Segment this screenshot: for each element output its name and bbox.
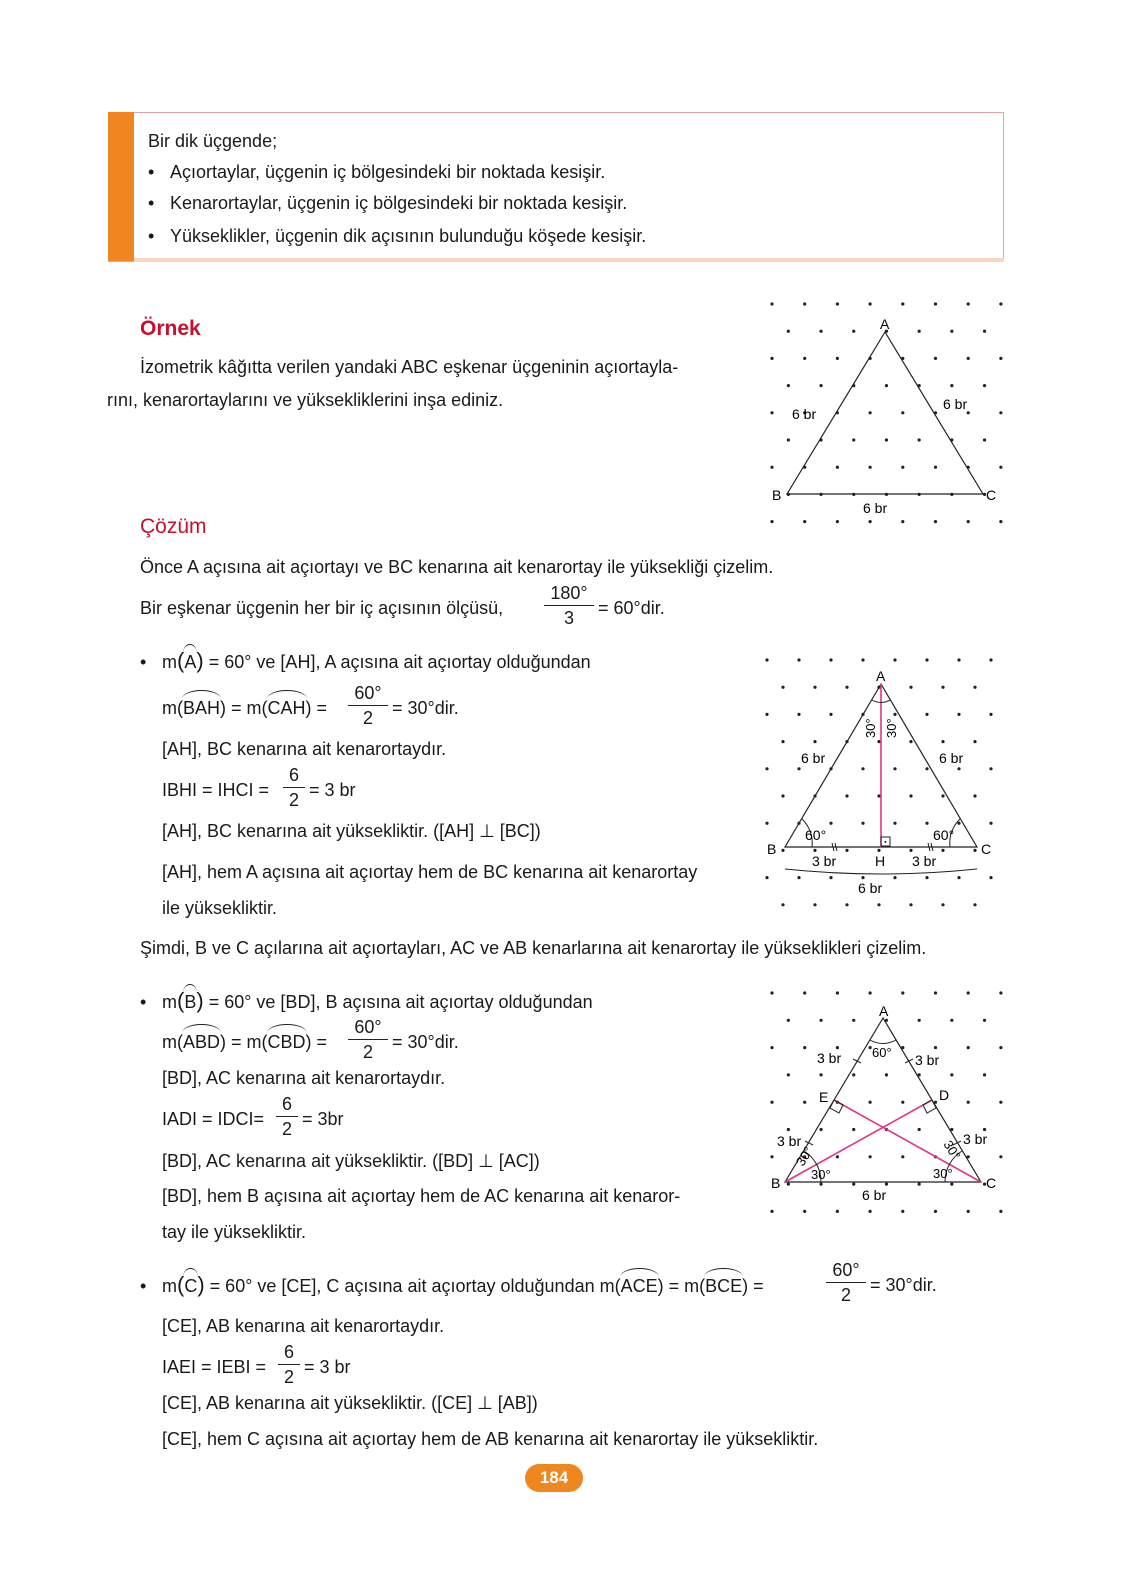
transition-line: Şimdi, B ve C açılarına ait açıortayları, AC ve AB kenarlarına ait kenarortay ile yükseklikleri çizelim. [140, 938, 927, 958]
grid-dot [770, 302, 773, 305]
grid-dot [797, 767, 800, 770]
part-c-line-3: IAEI = IEBI = [162, 1357, 267, 1377]
grid-dot [869, 1155, 872, 1158]
grid-dot [819, 330, 822, 333]
fraction-180-3: 180° 3 [544, 583, 594, 628]
grid-dot [781, 686, 784, 689]
grid-dot [845, 849, 848, 852]
label-d: D [939, 1087, 950, 1103]
grid-dot [787, 1183, 790, 1186]
grid-dot [765, 876, 768, 879]
part-c-line-4: [CE], AB kenarına ait yüksekliktir. ([CE] ⊥ [AB]) [162, 1393, 538, 1413]
grid-dot [781, 849, 784, 852]
label-right-side: 6 br [943, 396, 968, 412]
grid-dot [967, 302, 970, 305]
grid-dot [934, 466, 937, 469]
part-b-line-1: • m( B) = 60° ve [BD], B açısına ait açıortay olduğundan [140, 990, 593, 1013]
grid-dot [989, 767, 992, 770]
isometric-dots [765, 658, 992, 906]
grid-dot [918, 1183, 921, 1186]
info-bullet-3: • Yükseklikler, üçgenin dik açısının bulunduğu köşede kesişir. [148, 226, 647, 246]
label-a: A [880, 316, 890, 332]
grid-dot [877, 740, 880, 743]
grid-dot [787, 1128, 790, 1131]
grid-dot [836, 1046, 839, 1049]
grid-dot [813, 849, 816, 852]
grid-dot [819, 1128, 822, 1131]
grid-dot [999, 357, 1002, 360]
grid-dot [941, 849, 944, 852]
part-c-line-2: [CE], AB kenarına ait kenarortaydır. [162, 1316, 445, 1336]
grid-dot [781, 740, 784, 743]
grid-dot [797, 658, 800, 661]
part-c-line-1: • m( C) = 60° ve [CE], C açısına ait açıortay olduğundan m( ACE) = m( BCE) = [140, 1274, 764, 1297]
grid-dot [829, 713, 832, 716]
right-angle-mark-e [830, 1100, 843, 1113]
grid-dot [852, 1128, 855, 1131]
grid-dot [967, 991, 970, 994]
grid-dot [983, 330, 986, 333]
grid-dot [770, 1046, 773, 1049]
grid-dot [797, 713, 800, 716]
part-a-line-7: ile yüksekliktir. [162, 898, 278, 918]
grid-dot [901, 520, 904, 523]
segment-bd [785, 1100, 932, 1182]
grid-dot [957, 876, 960, 879]
grid-dot [941, 740, 944, 743]
grid-dot [885, 438, 888, 441]
info-bullet-1: • Açıortaylar, üçgenin iç bölgesindeki bir noktada kesişir. [148, 162, 606, 182]
label-c: C [986, 1175, 997, 1191]
grid-dot [787, 1073, 790, 1076]
grid-dot [934, 520, 937, 523]
part-b-line-6: [BD], hem B açısına ait açıortay hem de AC kenarına ait kenaror- [162, 1186, 681, 1206]
grid-dot [989, 876, 992, 879]
part-a-line-4: IBHI = IHCI = [162, 780, 270, 800]
label-angle-a1: 30° [863, 718, 878, 738]
grid-dot [901, 411, 904, 414]
grid-dot [797, 876, 800, 879]
part-c-line-3-result: = 3 br [304, 1357, 351, 1377]
grid-dot [869, 520, 872, 523]
grid-dot [829, 822, 832, 825]
grid-dot [925, 713, 928, 716]
grid-dot [957, 713, 960, 716]
label-angle-c: 60° [933, 827, 955, 843]
grid-dot [934, 302, 937, 305]
base-brace [785, 869, 977, 874]
label-b: B [772, 487, 782, 503]
grid-dot [803, 1046, 806, 1049]
label-angle-a2: 30° [884, 718, 899, 738]
grid-dot [861, 658, 864, 661]
figure-2-triangle [755, 648, 1005, 913]
part-a-line-2-result: = 30°dir. [392, 698, 459, 718]
grid-dot [765, 658, 768, 661]
grid-dot [770, 1155, 773, 1158]
grid-dot [893, 822, 896, 825]
grid-dot [803, 1101, 806, 1104]
info-box-shadow [134, 258, 1004, 262]
part-b-line-4-result: = 3br [302, 1109, 344, 1129]
part-a-line-4-result: = 3 br [309, 780, 356, 800]
example-line-2: rını, kenarortaylarını ve yüksekliklerini inşa ediniz. [107, 390, 504, 410]
label-angle-a: 60° [872, 1045, 892, 1060]
label-base: 6 br [862, 1187, 887, 1203]
grid-dot [836, 1155, 839, 1158]
grid-dot [909, 740, 912, 743]
grid-dot [934, 357, 937, 360]
grid-dot [918, 1128, 921, 1131]
grid-dot [893, 767, 896, 770]
label-angle-b1: 30° [792, 1143, 816, 1169]
grid-dot [869, 991, 872, 994]
label-dc: 3 br [963, 1131, 988, 1147]
angle-a-arc [870, 1040, 896, 1043]
grid-dot [973, 686, 976, 689]
grid-dot [819, 1183, 822, 1186]
grid-dot [885, 1073, 888, 1076]
grid-dot [901, 991, 904, 994]
label-angle-c1: 30° [940, 1137, 964, 1163]
example-heading: Örnek [140, 317, 201, 340]
page-number: 184 [525, 1464, 583, 1492]
part-b-line-5: [BD], AC kenarına ait yüksekliktir. ([BD] ⊥ [AC]) [162, 1151, 540, 1171]
grid-dot [836, 466, 839, 469]
grid-dot [819, 1019, 822, 1022]
label-eb: 3 br [777, 1133, 802, 1149]
grid-dot [989, 658, 992, 661]
grid-dot [999, 1101, 1002, 1104]
grid-dot [877, 849, 880, 852]
grid-dot [869, 1210, 872, 1213]
grid-dot [925, 658, 928, 661]
grid-dot [770, 466, 773, 469]
grid-dot [967, 357, 970, 360]
grid-dot [845, 686, 848, 689]
info-intro: Bir dik üçgende; [148, 131, 278, 151]
grid-dot [941, 686, 944, 689]
grid-dot [770, 520, 773, 523]
grid-dot [973, 740, 976, 743]
grid-dot [803, 1210, 806, 1213]
grid-dot [925, 822, 928, 825]
part-b-line-7: tay ile yüksekliktir. [162, 1222, 307, 1242]
grid-dot [941, 794, 944, 797]
grid-dot [819, 384, 822, 387]
grid-dot [973, 903, 976, 906]
grid-dot [877, 903, 880, 906]
segment-ce [834, 1100, 981, 1182]
grid-dot [934, 1210, 937, 1213]
grid-dot [861, 876, 864, 879]
grid-dot [787, 330, 790, 333]
solution-line-1: Önce A açısına ait açıortayı ve BC kenarına ait kenarortay ile yüksekliği çizelim. [140, 557, 774, 577]
grid-dot [925, 876, 928, 879]
grid-dot [869, 466, 872, 469]
fraction-60-2-b: 60° 2 [348, 1017, 388, 1062]
grid-dot [803, 991, 806, 994]
solution-heading: Çözüm [140, 515, 207, 538]
fraction-60-2-a: 60° 2 [348, 683, 388, 728]
part-b-line-2: m( ABD) = m( CBD) = [162, 1031, 327, 1053]
part-b-line-2-result: = 30°dir. [392, 1032, 459, 1052]
label-hc: 3 br [912, 853, 937, 869]
grid-dot [893, 876, 896, 879]
grid-dot [770, 411, 773, 414]
label-base: 6 br [858, 880, 883, 896]
grid-dot [869, 302, 872, 305]
grid-dot [836, 991, 839, 994]
grid-dot [999, 1046, 1002, 1049]
grid-dot [781, 794, 784, 797]
label-b: B [767, 841, 777, 857]
label-b: B [771, 1175, 781, 1191]
grid-dot [967, 520, 970, 523]
grid-dot [893, 713, 896, 716]
grid-dot [765, 822, 768, 825]
grid-dot [852, 1019, 855, 1022]
grid-dot [950, 1183, 953, 1186]
label-left-side: 6 br [792, 406, 817, 422]
grid-dot [852, 330, 855, 333]
solution-line-2a: Bir eşkenar üçgenin her bir iç açısının ölçüsü, [140, 598, 504, 618]
info-accent-bar [108, 112, 134, 261]
grid-dot [813, 903, 816, 906]
part-c-line-1-result: = 30°dir. [870, 1275, 937, 1295]
fraction-6-2-a: 6 2 [283, 765, 305, 810]
grid-dot [989, 822, 992, 825]
grid-dot [861, 822, 864, 825]
label-a: A [879, 1003, 889, 1019]
grid-dot [918, 1019, 921, 1022]
label-ad: 3 br [915, 1052, 940, 1068]
label-bh: 3 br [812, 853, 837, 869]
fraction-6-2-c: 6 2 [278, 1342, 300, 1387]
grid-dot [983, 1019, 986, 1022]
grid-dot [973, 849, 976, 852]
grid-dot [836, 357, 839, 360]
label-angle-b2: 30° [811, 1167, 831, 1182]
grid-dot [957, 767, 960, 770]
label-e: E [819, 1089, 829, 1105]
grid-dot [999, 520, 1002, 523]
grid-dot [770, 357, 773, 360]
grid-dot [845, 794, 848, 797]
grid-dot [909, 686, 912, 689]
info-bullet-2: • Kenarortaylar, üçgenin iç bölgesindeki bir noktada kesişir. [148, 193, 628, 213]
grid-dot [999, 466, 1002, 469]
grid-dot [999, 1210, 1002, 1213]
grid-dot [869, 1101, 872, 1104]
grid-dot [869, 411, 872, 414]
grid-dot [918, 438, 921, 441]
grid-dot [901, 1210, 904, 1213]
grid-dot [765, 767, 768, 770]
fraction-6-2-b: 6 2 [276, 1094, 298, 1139]
grid-dot [950, 1019, 953, 1022]
label-right-side: 6 br [939, 750, 964, 766]
figure-3-triangle [755, 982, 1005, 1217]
grid-dot [950, 330, 953, 333]
label-angle-b: 60° [805, 827, 827, 843]
grid-dot [765, 713, 768, 716]
grid-dot [909, 903, 912, 906]
grid-dot [950, 1073, 953, 1076]
grid-dot [999, 302, 1002, 305]
grid-dot [852, 1183, 855, 1186]
figure-1-triangle [760, 295, 1010, 535]
grid-dot [819, 1073, 822, 1076]
grid-dot [803, 302, 806, 305]
label-c: C [986, 487, 997, 503]
grid-dot [852, 1073, 855, 1076]
grid-dot [813, 740, 816, 743]
grid-dot [845, 903, 848, 906]
part-c-line-5: [CE], hem C açısına ait açıortay hem de AB kenarına ait kenarortay ile yüksekliktir. [162, 1429, 819, 1449]
grid-dot [893, 658, 896, 661]
grid-dot [787, 438, 790, 441]
grid-dot [787, 1019, 790, 1022]
grid-dot [967, 1101, 970, 1104]
label-left-side: 6 br [801, 750, 826, 766]
grid-dot [829, 876, 832, 879]
grid-dot [877, 794, 880, 797]
grid-dot [973, 794, 976, 797]
part-b-line-3: [BD], AC kenarına ait kenarortaydır. [162, 1068, 446, 1088]
grid-dot [901, 466, 904, 469]
grid-dot [901, 302, 904, 305]
grid-dot [999, 991, 1002, 994]
triangle-abc [787, 332, 983, 494]
grid-dot [770, 991, 773, 994]
solution-line-2b: = 60°dir. [598, 598, 665, 618]
grid-dot [967, 1210, 970, 1213]
part-a-line-1: • m( A) = 60° ve [AH], A açısına ait açıortay olduğundan [140, 650, 591, 673]
grid-dot [852, 438, 855, 441]
grid-dot [829, 658, 832, 661]
grid-dot [941, 903, 944, 906]
grid-dot [934, 991, 937, 994]
grid-dot [999, 411, 1002, 414]
grid-dot [803, 520, 806, 523]
label-base: 6 br [863, 500, 888, 516]
grid-dot [925, 767, 928, 770]
label-ae: 3 br [817, 1050, 842, 1066]
grid-dot [901, 1155, 904, 1158]
label-c: C [981, 841, 992, 857]
grid-dot [781, 903, 784, 906]
grid-dot [989, 713, 992, 716]
grid-dot [901, 1101, 904, 1104]
grid-dot [813, 686, 816, 689]
grid-dot [909, 849, 912, 852]
grid-dot [787, 384, 790, 387]
label-h: H [875, 853, 886, 869]
part-b-line-4: IADI = IDCI= [162, 1109, 265, 1129]
grid-dot [934, 1046, 937, 1049]
part-a-line-5: [AH], BC kenarına ait yüksekliktir. ([AH] ⊥ [BC]) [162, 821, 541, 841]
grid-dot [983, 438, 986, 441]
grid-dot [861, 767, 864, 770]
grid-dot [836, 520, 839, 523]
grid-dot [885, 1183, 888, 1186]
grid-dot [957, 658, 960, 661]
part-a-line-3: [AH], BC kenarına ait kenarortaydır. [162, 739, 447, 759]
grid-dot [909, 794, 912, 797]
grid-dot [770, 1210, 773, 1213]
label-a: A [876, 668, 886, 684]
grid-dot [836, 302, 839, 305]
grid-dot [836, 1210, 839, 1213]
grid-dot [918, 330, 921, 333]
grid-dot [770, 1101, 773, 1104]
grid-dot [950, 384, 953, 387]
grid-dot [983, 384, 986, 387]
grid-dot [803, 357, 806, 360]
grid-dot [885, 384, 888, 387]
grid-dot [983, 1073, 986, 1076]
part-a-line-6: [AH], hem A açısına ait açıortay hem de BC kenarına ait kenarortay [162, 862, 698, 882]
label-angle-c2: 30° [933, 1166, 953, 1181]
part-a-line-2: m( BAH) = m( CAH) = [162, 697, 327, 719]
example-line-1: İzometrik kâğıtta verilen yandaki ABC eşkenar üçgeninin açıortayla- [140, 357, 679, 377]
grid-dot [957, 822, 960, 825]
fraction-60-2-c: 60° 2 [826, 1260, 866, 1305]
grid-dot [967, 1046, 970, 1049]
grid-dot [999, 1155, 1002, 1158]
